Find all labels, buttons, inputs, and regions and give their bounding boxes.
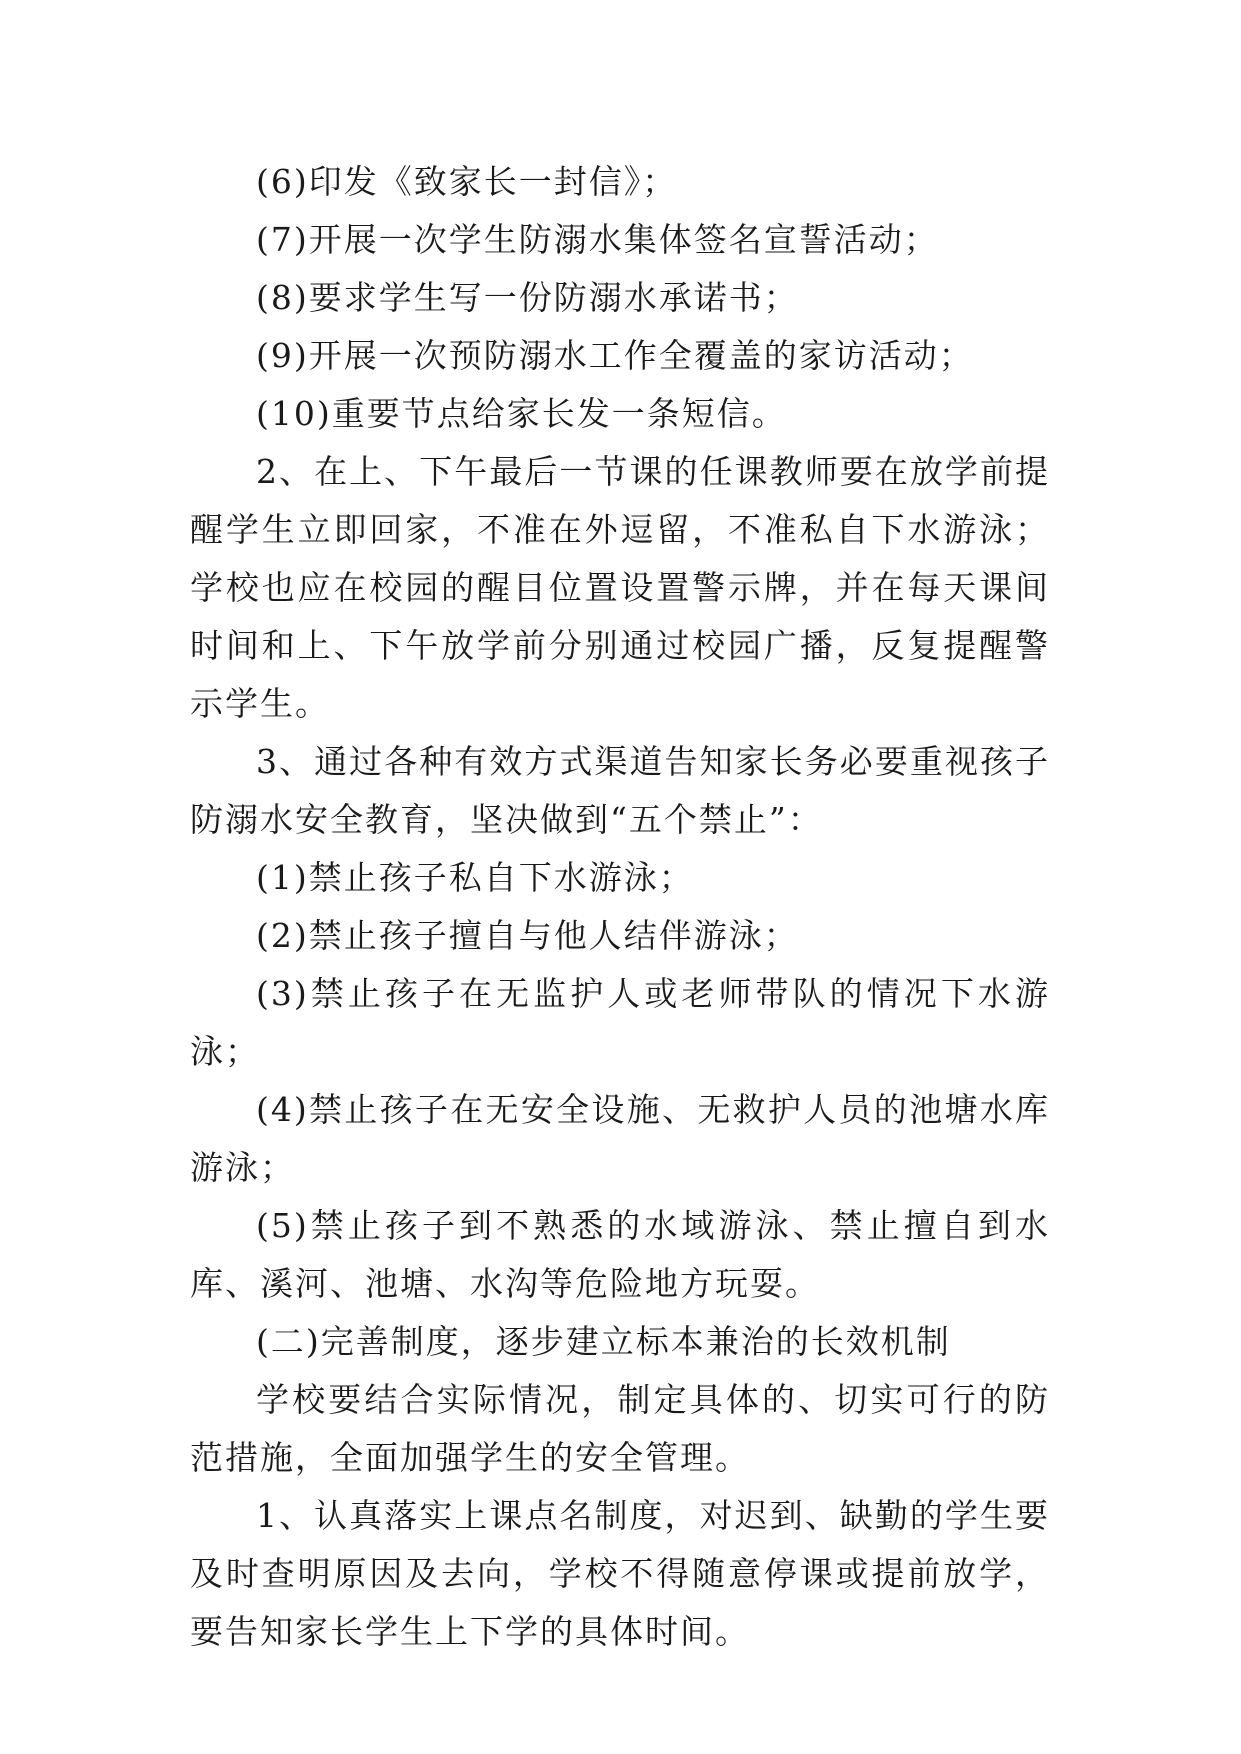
paragraph: (2)禁止孩子擅自与他人结伴游泳； — [256, 916, 799, 955]
paragraph: 学校要结合实际情况，制定具体的、切实可行的防范措施，全面加强学生的安全管理。 — [190, 1380, 1050, 1477]
paragraph: (1)禁止孩子私自下水游泳； — [256, 858, 694, 897]
paragraph: (3)禁止孩子在无监护人或老师带队的情况下水游泳； — [190, 974, 1050, 1071]
paragraph: (4)禁止孩子在无安全设施、无救护人员的池塘水库游泳； — [190, 1090, 1050, 1187]
paragraph: (6)印发《致家长一封信》； — [256, 162, 678, 201]
paragraph: (8)要求学生写一份防溺水承诺书； — [256, 278, 799, 317]
paragraph: 1、认真落实上课点名制度，对迟到、缺勤的学生要及时查明原因及去向，学校不得随意停课或提前放学，要告知家长学生上下学的具体时间。 — [190, 1496, 1050, 1651]
section-heading: (二)完善制度，逐步建立标本兼治的长效机制 — [256, 1322, 951, 1361]
paragraph: (10)重要节点给家长发一条短信。 — [256, 394, 787, 433]
paragraph: (7)开展一次学生防溺水集体签名宣誓活动； — [256, 220, 939, 259]
document-body — [190, 153, 1050, 1661]
paragraph: 3、通过各种有效方式渠道告知家长务必要重视孩子防溺水安全教育，坚决做到“五个禁止”： — [190, 742, 1050, 839]
paragraph: 2、在上、下午最后一节课的任课教师要在放学前提醒学生立即回家，不准在外逗留，不准私自下水游泳；学校也应在校园的醒目位置设置警示牌，并在每天课间时间和上、下午放学前分别通过校园广播，反复提醒警示学生。 — [190, 452, 1050, 723]
paragraph: (9)开展一次预防溺水工作全覆盖的家访活动； — [256, 336, 974, 375]
paragraph: (5)禁止孩子到不熟悉的水域游泳、禁止擅自到水库、溪河、池塘、水沟等危险地方玩耍。 — [190, 1206, 1050, 1303]
